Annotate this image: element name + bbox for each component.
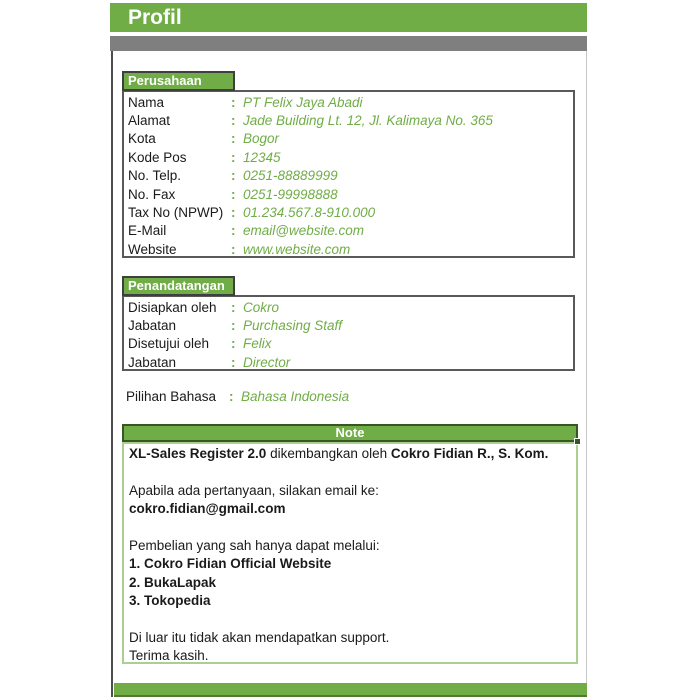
note-line: 3. Tokopedia	[129, 593, 211, 609]
note-box	[122, 442, 578, 664]
field-row	[124, 167, 573, 185]
field-separator: :	[231, 113, 236, 129]
company-fields-box	[122, 90, 575, 258]
field-label: No. Fax	[128, 186, 176, 202]
language-row	[122, 387, 575, 406]
bottom-green-bar	[114, 683, 587, 697]
page-title: Profil	[110, 3, 587, 32]
field-value-cell[interactable]: Director	[243, 354, 291, 370]
field-row	[124, 203, 573, 221]
field-label: Disetujui oleh	[128, 336, 210, 352]
gray-divider-bar	[110, 36, 587, 51]
language-value-cell[interactable]: Bahasa Indonesia	[241, 389, 350, 404]
field-value-cell[interactable]: 01.234.567.8-910.000	[243, 205, 376, 221]
note-line	[129, 519, 572, 537]
field-label: Kota	[128, 131, 156, 147]
field-value-cell[interactable]: Cokro	[243, 299, 280, 315]
field-value-cell[interactable]: www.website.com	[243, 241, 351, 257]
field-value-cell[interactable]: email@website.com	[243, 223, 364, 239]
field-value-cell[interactable]: Jade Building Lt. 12, Jl. Kalimaya No. 365	[243, 113, 493, 129]
note-line: cokro.fidian@gmail.com	[129, 501, 286, 517]
language-label: Pilihan Bahasa	[126, 389, 217, 404]
content-left-border	[111, 51, 113, 697]
note-line: Pembelian yang sah hanya dapat melalui:	[129, 537, 380, 553]
field-label: Kode Pos	[128, 149, 187, 165]
signatories-fields-box	[122, 295, 575, 371]
field-row	[124, 185, 573, 203]
note-line: 1. Cokro Fidian Official Website	[129, 556, 332, 572]
note-line: Di luar itu tidak akan mendapatkan support.	[129, 629, 390, 645]
field-label: Alamat	[128, 113, 171, 129]
field-label: Jabatan	[128, 318, 177, 334]
field-row	[124, 130, 573, 148]
content-right-border	[586, 51, 587, 697]
field-row	[124, 222, 573, 240]
field-separator: :	[229, 389, 234, 404]
section-header-penandatangan: Penandatangan	[122, 276, 235, 296]
field-label: Tax No (NPWP)	[128, 205, 224, 221]
field-value-cell[interactable]: 12345	[243, 149, 281, 165]
section-header-perusahaan: Perusahaan	[122, 71, 235, 91]
field-label: E-Mail	[128, 223, 167, 239]
note-line	[129, 611, 572, 629]
field-value-cell[interactable]: 0251-99998888	[243, 186, 338, 202]
field-separator: :	[231, 299, 236, 315]
field-separator: :	[231, 186, 236, 202]
field-row	[124, 93, 573, 111]
note-line: XL-Sales Register 2.0 dikembangkan oleh Cokro Fidian R., S. Kom.	[129, 446, 549, 461]
field-separator: :	[231, 318, 236, 334]
field-separator: :	[231, 149, 236, 165]
field-value-cell[interactable]: Purchasing Staff	[243, 318, 343, 334]
field-separator: :	[231, 131, 236, 147]
field-separator: :	[231, 241, 236, 257]
cell-fill-handle	[574, 438, 581, 445]
field-value-cell[interactable]: 0251-88889999	[243, 168, 338, 184]
field-value-cell[interactable]: Felix	[243, 336, 272, 352]
field-row	[124, 353, 573, 371]
field-label: Nama	[128, 94, 165, 110]
field-label: No. Telp.	[128, 168, 182, 184]
field-label: Jabatan	[128, 354, 177, 370]
field-row	[124, 111, 573, 129]
field-separator: :	[231, 168, 236, 184]
note-header: Note	[122, 424, 578, 442]
field-row	[124, 298, 573, 316]
field-separator: :	[231, 223, 236, 239]
field-row	[124, 240, 573, 258]
note-line	[129, 463, 572, 481]
field-separator: :	[231, 94, 236, 110]
note-line: Apabila ada pertanyaan, silakan email ke:	[129, 482, 379, 498]
field-row	[124, 148, 573, 166]
note-line: Terima kasih.	[129, 648, 209, 664]
field-row	[124, 335, 573, 353]
field-label: Disiapkan oleh	[128, 299, 217, 315]
note-line: 2. BukaLapak	[129, 574, 217, 590]
field-separator: :	[231, 205, 236, 221]
field-label: Website	[128, 241, 177, 257]
field-separator: :	[231, 336, 236, 352]
field-value-cell[interactable]: Bogor	[243, 131, 280, 147]
field-value-cell[interactable]: PT Felix Jaya Abadi	[243, 94, 363, 110]
field-separator: :	[231, 354, 236, 370]
field-row	[124, 316, 573, 334]
